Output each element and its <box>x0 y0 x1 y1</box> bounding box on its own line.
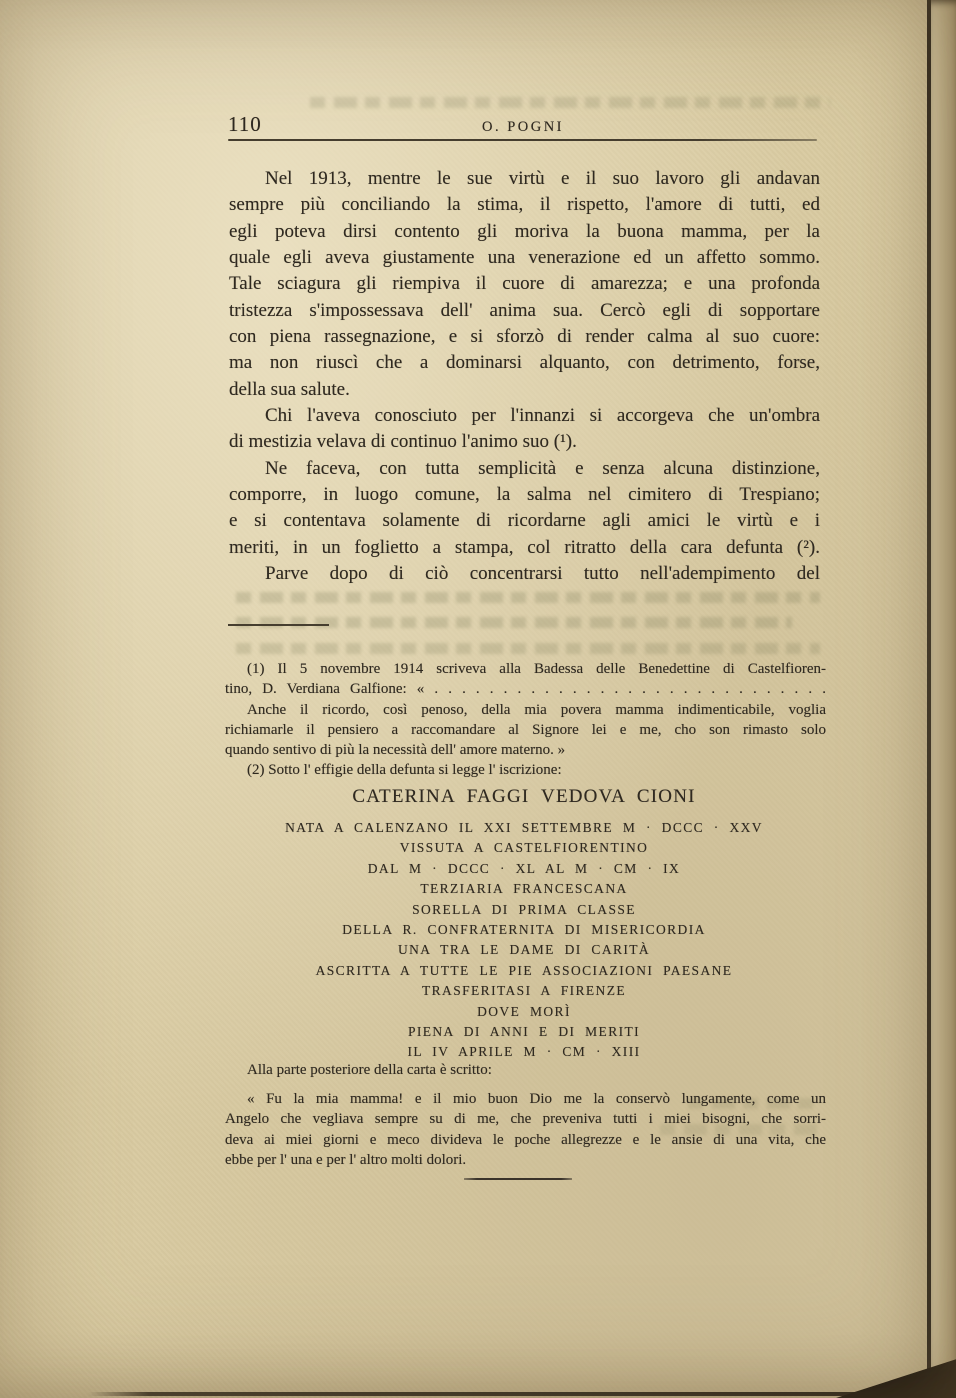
header-rule <box>228 139 817 141</box>
quote-line: ebbe per l' una e per l' altro molti dolori. <box>225 1151 467 1168</box>
body-text <box>229 166 820 588</box>
body-line: Ne faceva, con tutta semplicità e senza alcuna distinzione, <box>265 457 820 479</box>
quote-line: Angelo che vegliava sempre su di me, che preveniva tutti i miei bisogni, che sorri- <box>225 1111 826 1128</box>
body-line: meriti, in un foglietto a stampa, col ritratto della cara defunta (²). <box>229 536 820 558</box>
body-line: con piena rassegnazione, e si sforzò di render calma al suo cuore: <box>229 326 820 348</box>
body-line: Nel 1913, mentre le sue virtù e il suo lavoro gli andavan <box>265 168 820 189</box>
quote-line: « Fu la mia mamma! e il mio buon Dio me la conservò lungamente, come un <box>247 1091 826 1107</box>
page-number: 110 <box>228 112 262 136</box>
epitaph-line: ASCRITTA A TUTTE LE PIE ASSOCIAZIONI PAESANE <box>315 962 733 978</box>
quote-line: deva ai miei giorni e meco divideva le poche allegrezze e le ansie di una vita, che <box>225 1131 826 1148</box>
body-line: tristezza s'impossessava dell' anima sua. Cercò egli di sopportare <box>229 299 820 321</box>
footnote-line: richiamarle il pensiero a raccomandare al Signore lei e me, cho son rimasto solo <box>225 721 826 738</box>
epitaph-line: DELLA R. CONFRATERNITA DI MISERICORDIA <box>342 922 706 938</box>
adjacent-page-edge <box>931 0 956 1380</box>
end-rule <box>464 1178 572 1180</box>
body-line: Parve dopo di ciò concentrarsi tutto nell'adempimento del <box>265 563 820 585</box>
body-line: sempre più conciliando la stima, il rispetto, l'amore di tutti, ed <box>229 194 820 216</box>
epitaph-name: CATERINA FAGGI VEDOVA CIONI <box>352 786 696 807</box>
epitaph-line: DAL M · DCCC · XL AL M · CM · IX <box>367 860 681 876</box>
body-line: della sua salute. <box>229 378 350 400</box>
body-line: ma non riuscì che a dominarsi alquanto, con detrimento, forse, <box>229 352 820 374</box>
bleedthrough-text <box>236 592 820 603</box>
page-gutter-shadow <box>927 0 931 1398</box>
footnote-line: quando sentivo di più la necessità dell' amore materno. » <box>225 742 566 759</box>
bleedthrough-text <box>236 617 792 628</box>
epitaph-line: DOVE MORÌ <box>477 1003 571 1019</box>
body-line: di mestizia velava di continuo l'animo suo (¹). <box>229 431 577 453</box>
body-line: egli poteva dirsi contento gli moriva la buona mamma, per la <box>229 220 820 242</box>
body-line: Chi l'aveva conosciuto per l'innanzi si accorgeva che un'ombra <box>265 405 820 427</box>
epitaph-line: TRASFERITASI A FIRENZE <box>422 983 626 999</box>
epitaph-line: IL IV APRILE M · CM · XIII <box>407 1044 641 1060</box>
closing-quote <box>225 1089 826 1170</box>
epitaph-line: NATA A CALENZANO IL XXI SETTEMBRE M · DCCC · XXV <box>285 820 763 835</box>
footnote-line: (2) Sotto l' effigie della defunta si legge l' iscrizione: <box>247 762 562 779</box>
epitaph-inscription <box>228 786 820 1063</box>
epitaph-line: VISSUTA A CASTELFIORENTINO <box>399 840 649 856</box>
running-header: O. POGNI <box>481 119 565 135</box>
footnote-line: (1) Il 5 novembre 1914 scriveva alla Badessa delle Benedettine di Castelfioren- <box>247 661 826 677</box>
epitaph-line: PIENA DI ANNI E DI MERITI <box>407 1024 641 1040</box>
footnote-separator-rule <box>228 624 329 626</box>
epitaph-line: UNA TRA LE DAME DI CARITÀ <box>397 942 651 958</box>
bleedthrough-text <box>310 97 830 108</box>
body-line: comporre, in luogo comune, la salma nel cimitero di Trespiano; <box>229 484 820 506</box>
epitaph-lines <box>228 818 820 1063</box>
body-line: quale egli aveva giustamente una venerazione ed un affetto sommo. <box>229 247 820 269</box>
body-line: e si contentava solamente di ricordarne agli amici le virtù e i <box>229 510 820 532</box>
epitaph-line: TERZIARIA FRANCESCANA <box>420 881 628 897</box>
footnotes <box>225 659 826 781</box>
footnote-line: Anche il ricordo, così penoso, della mia povera mamma indimenticabile, voglia <box>247 701 826 718</box>
bleedthrough-text <box>236 643 820 654</box>
epitaph-line: SORELLA DI PRIMA CLASSE <box>412 901 636 917</box>
closing-intro: Alla parte posteriore della carta è scritto: <box>247 1062 492 1078</box>
bottom-edge-shadow <box>88 1392 956 1396</box>
footnote-line: tino, D. Verdiana Galfione: « . . . . . . . . . . . . . . . . . . . . . . . . . . . . . <box>225 681 826 698</box>
body-line: Tale sciagura gli riempiva il cuore di amarezza; e una profonda <box>229 273 820 295</box>
